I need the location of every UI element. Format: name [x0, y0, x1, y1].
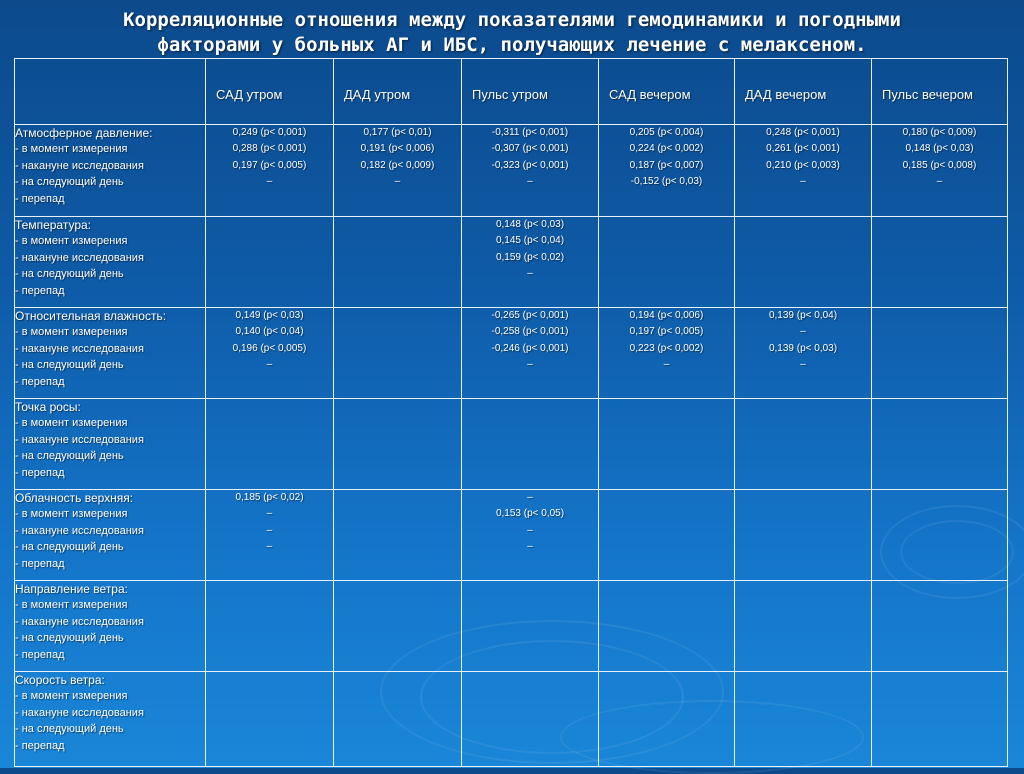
header-cell-pulse-morning: Пульс утром — [462, 59, 599, 125]
table-row — [15, 399, 1008, 490]
table-cell — [334, 672, 462, 767]
row-sub-item: - в момент измерения — [15, 599, 128, 612]
cell-value: 0,248 (р< 0,001) — [766, 127, 840, 138]
table-cell — [599, 581, 735, 672]
table-cell — [599, 399, 735, 490]
cell-value: – — [527, 268, 533, 280]
row-sub-item: - перепад — [15, 192, 65, 205]
header-cell-empty — [15, 59, 206, 125]
table-cell — [206, 217, 334, 308]
cell-value: – — [266, 176, 273, 188]
cell-value: 0,210 (р< 0,003) — [766, 159, 840, 171]
row-label: Точка росы: — [15, 400, 81, 414]
table-row — [15, 308, 1008, 399]
row-sub-item: - накануне исследования — [15, 524, 144, 537]
table-cell — [872, 581, 1008, 672]
row-sub-item: - на следующий день — [15, 632, 124, 645]
cell-value: – — [527, 492, 533, 503]
cell-value: 0,288 (р< 0,001) — [232, 143, 307, 155]
table-cell — [206, 308, 334, 399]
table-cell — [206, 399, 334, 490]
table-cell — [599, 490, 735, 581]
row-sub-item: - перепад — [15, 557, 65, 570]
header-cell-pulse-evening: Пульс вечером — [872, 59, 1008, 125]
cell-value: 0,196 (р< 0,005) — [232, 342, 307, 354]
row-sub-item: - перепад — [15, 648, 65, 661]
title-line-1: Корреляционные отношения между показателями гемодинамики и погодными — [123, 9, 901, 31]
cell-value: – — [266, 541, 273, 553]
table-cell — [735, 308, 872, 399]
table-cell — [599, 308, 735, 399]
row-sub-item: - накануне исследования — [15, 159, 144, 172]
row-label: Температура: — [15, 218, 92, 232]
row-sub-item: - перепад — [15, 284, 65, 297]
row-sub-item: - в момент измерения — [15, 235, 128, 248]
cell-value: -0,152 (р< 0,03) — [630, 176, 703, 188]
cell-value: 0,149 (р< 0,03) — [235, 310, 304, 321]
table-cell — [872, 308, 1008, 399]
row-header — [15, 399, 206, 490]
table-cell — [334, 217, 462, 308]
row-sub-item: - накануне исследования — [15, 706, 144, 719]
row-label: Облачность верхняя: — [15, 491, 134, 505]
row-sub-item: - на следующий день — [15, 723, 124, 736]
row-sub-item: - перепад — [15, 739, 65, 752]
cell-value: 0,140 (р< 0,04) — [235, 326, 304, 338]
table-cell — [206, 581, 334, 672]
table-cell — [735, 399, 872, 490]
cell-value: 0,197 (р< 0,005) — [629, 326, 704, 338]
table-cell — [462, 581, 599, 672]
row-sub-item: - на следующий день — [15, 268, 124, 281]
cell-value: – — [266, 359, 273, 371]
table-row — [15, 125, 1008, 217]
row-sub-item: - на следующий день — [15, 359, 124, 372]
table-cell — [462, 217, 599, 308]
cell-value: 0,177 (р< 0,01) — [363, 127, 432, 138]
row-header — [15, 490, 206, 581]
row-sub-item: - на следующий день — [15, 176, 124, 189]
table-cell — [462, 672, 599, 767]
cell-value: -0,258 (р< 0,001) — [491, 326, 569, 338]
cell-value: 0,223 (р< 0,002) — [629, 342, 704, 354]
table-header-row — [15, 59, 1008, 125]
row-sub-item: - в момент измерения — [15, 508, 128, 521]
row-sub-item: - перепад — [15, 375, 65, 388]
table-cell — [872, 217, 1008, 308]
table-cell — [735, 490, 872, 581]
header-cell-dad-morning: ДАД утром — [334, 59, 462, 125]
table-cell — [462, 125, 599, 217]
header-cell-dad-evening: ДАД вечером — [735, 59, 872, 125]
cell-value: – — [800, 359, 806, 371]
table-row — [15, 490, 1008, 581]
table-cell — [206, 490, 334, 581]
table-cell — [735, 672, 872, 767]
cell-value: 0,159 (р< 0,02) — [495, 251, 565, 263]
cell-value: – — [527, 524, 533, 536]
cell-value: 0,153 (р< 0,05) — [495, 508, 565, 520]
row-sub-item: - перепад — [15, 466, 65, 479]
cell-value: 0,224 (р< 0,002) — [629, 143, 704, 155]
correlation-table — [14, 58, 1008, 767]
table-row — [15, 672, 1008, 767]
cell-value: 0,205 (р< 0,004) — [629, 127, 704, 138]
table-cell — [599, 672, 735, 767]
row-sub-item: - в момент измерения — [15, 690, 128, 703]
table-cell — [206, 125, 334, 217]
cell-value: – — [800, 176, 806, 188]
cell-value: 0,261 (р< 0,001) — [766, 143, 840, 155]
cell-value: 0,145 (р< 0,04) — [495, 235, 565, 247]
row-sub-item: - в момент измерения — [15, 143, 128, 156]
table-row — [15, 217, 1008, 308]
row-sub-item: - на следующий день — [15, 450, 124, 463]
table-cell — [206, 672, 334, 767]
cell-value: – — [527, 359, 533, 371]
cell-value: 0,194 (р< 0,006) — [629, 310, 704, 321]
table-cell — [334, 308, 462, 399]
table-cell — [334, 490, 462, 581]
title-line-2: факторами у больных АГ и ИБС, получающих лечение с мелаксеном. — [157, 34, 867, 56]
row-label: Скорость ветра: — [15, 673, 105, 687]
cell-value: 0,139 (р< 0,03) — [768, 342, 838, 354]
row-label: Относительная влажность: — [15, 309, 167, 323]
slide-title — [0, 8, 1024, 58]
row-sub-item: - накануне исследования — [15, 251, 144, 264]
cell-value: 0,182 (р< 0,009) — [360, 159, 435, 171]
row-header — [15, 308, 206, 399]
cell-value: 0,197 (р< 0,005) — [232, 159, 307, 171]
cell-value: -0,265 (р< 0,001) — [491, 310, 569, 321]
table-row — [15, 581, 1008, 672]
row-sub-item: - в момент измерения — [15, 417, 128, 430]
table-cell — [735, 217, 872, 308]
row-sub-item: - накануне исследования — [15, 615, 144, 628]
table-cell — [334, 125, 462, 217]
table-cell — [872, 490, 1008, 581]
cell-value: – — [800, 326, 806, 338]
cell-value: – — [266, 524, 273, 536]
cell-value: -0,246 (р< 0,001) — [491, 342, 569, 354]
header-cell-sad-morning: САД утром — [206, 59, 334, 125]
cell-value: 0,187 (р< 0,007) — [629, 159, 704, 171]
cell-value: – — [663, 359, 670, 371]
row-header — [15, 125, 206, 217]
cell-value: -0,311 (р< 0,001) — [491, 127, 569, 138]
cell-value: – — [527, 176, 533, 188]
table-cell — [462, 308, 599, 399]
table-cell — [872, 125, 1008, 217]
cell-value: 0,180 (р< 0,009) — [902, 127, 977, 138]
cell-value: – — [266, 508, 273, 520]
table-cell — [599, 217, 735, 308]
row-sub-item: - на следующий день — [15, 541, 124, 554]
cell-value: – — [527, 541, 533, 553]
cell-value: -0,323 (р< 0,001) — [491, 159, 569, 171]
row-header — [15, 217, 206, 308]
cell-value: 0,191 (р< 0,006) — [360, 143, 435, 155]
row-label: Атмосферное давление: — [15, 126, 153, 140]
table-cell — [462, 399, 599, 490]
table-cell — [735, 125, 872, 217]
row-label: Направление ветра: — [15, 582, 128, 596]
cell-value: -0,307 (р< 0,001) — [491, 143, 569, 155]
table-cell — [334, 581, 462, 672]
cell-value: 0,139 (р< 0,04) — [768, 310, 838, 321]
table-cell — [599, 125, 735, 217]
row-sub-item: - накануне исследования — [15, 433, 144, 446]
table-cell — [462, 490, 599, 581]
row-sub-item: - в момент измерения — [15, 326, 128, 339]
row-header — [15, 672, 206, 767]
cell-value: 0,185 (р< 0,02) — [235, 492, 304, 503]
cell-value: 0,185 (р< 0,008) — [902, 159, 977, 171]
table-cell — [872, 399, 1008, 490]
cell-value: 0,148 (р< 0,03) — [495, 219, 565, 230]
cell-value: 0,148 (р< 0,03) — [905, 143, 974, 155]
row-header — [15, 581, 206, 672]
row-sub-item: - накануне исследования — [15, 342, 144, 355]
cell-value: 0,249 (р< 0,001) — [232, 127, 307, 138]
cell-value: – — [394, 176, 401, 188]
table-cell — [872, 672, 1008, 767]
cell-value: – — [936, 176, 943, 188]
table-cell — [334, 399, 462, 490]
table-cell — [735, 581, 872, 672]
header-cell-sad-evening: САД вечером — [599, 59, 735, 125]
